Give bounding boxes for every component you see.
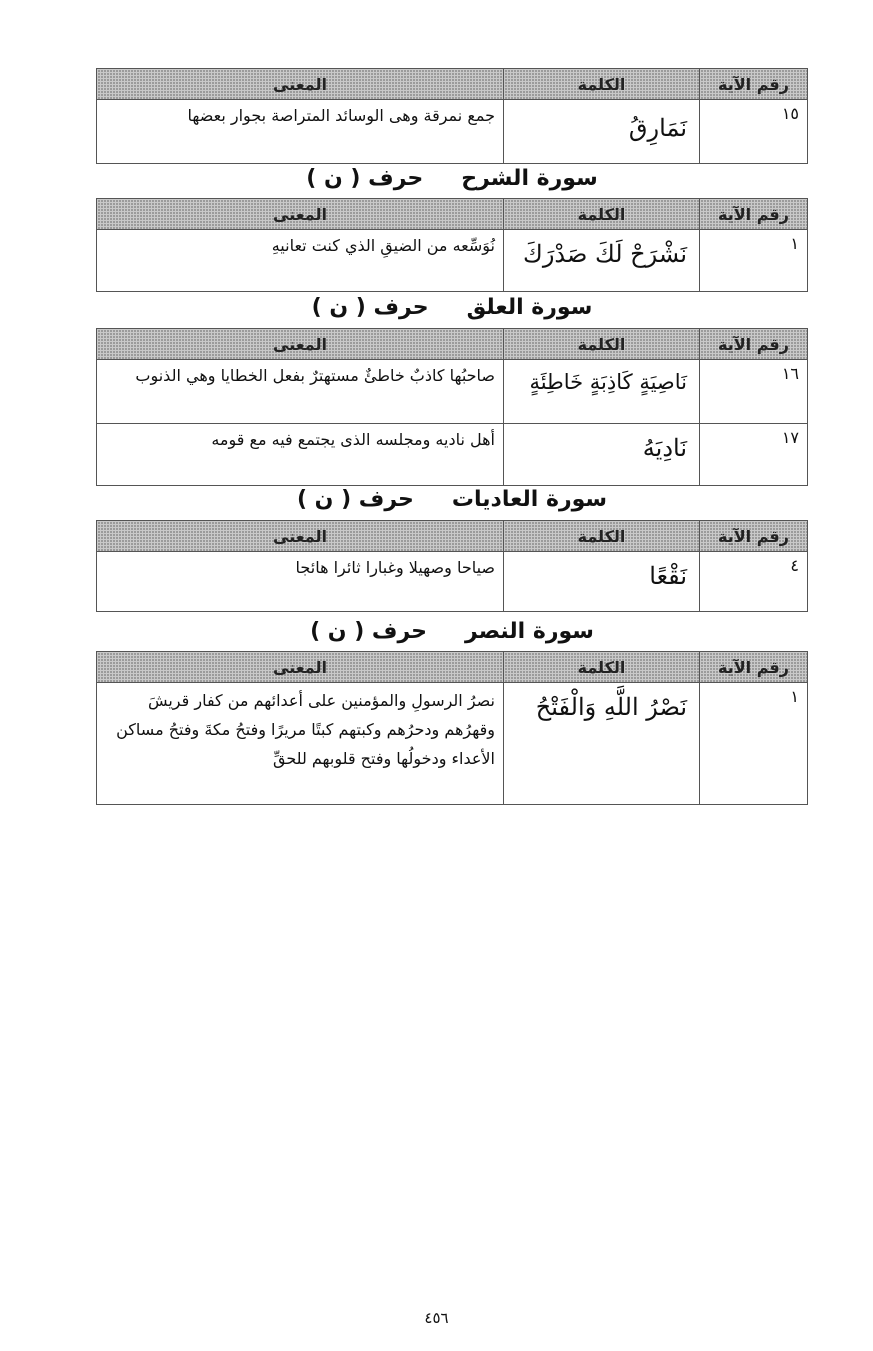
header-ayah: رقم الآية xyxy=(700,329,808,360)
table-block-continuation xyxy=(96,68,808,164)
word-meaning: صاحبُها كاذبٌ خاطئٌ مستهترٌ بفعل الخطايا وهي الذنوب xyxy=(97,360,504,424)
harf-label: حرف ( ن ) xyxy=(306,166,424,191)
surah-heading xyxy=(96,164,808,194)
table-row xyxy=(97,424,808,486)
table-row xyxy=(97,230,808,292)
header-ayah: رقم الآية xyxy=(700,69,808,100)
header-word: الكلمة xyxy=(504,521,700,552)
ayah-number: ٤ xyxy=(700,552,808,612)
table-header-row xyxy=(97,521,808,552)
words-table xyxy=(96,198,808,292)
surah-heading xyxy=(96,617,808,647)
word-meaning: أهل ناديه ومجلسه الذى يجتمع فيه مع قومه xyxy=(97,424,504,486)
surah-name: سورة العاديات xyxy=(451,487,608,512)
table-header-row xyxy=(97,69,808,100)
word-meaning: جمع نمرقة وهى الوسائد المتراصة بجوار بعضها xyxy=(97,100,504,164)
table-row xyxy=(97,683,808,805)
table-block-alaq xyxy=(96,328,808,486)
table-block-nasr xyxy=(96,651,808,805)
header-word: الكلمة xyxy=(504,199,700,230)
header-meaning: المعنى xyxy=(97,329,504,360)
quran-word: نَاصِيَةٍ كَاذِبَةٍ خَاطِئَةٍ xyxy=(504,360,700,424)
surah-name: سورة الشرح xyxy=(461,166,598,191)
page-number: ٤٥٦ xyxy=(424,1309,449,1327)
ayah-number: ١ xyxy=(700,683,808,805)
header-ayah: رقم الآية xyxy=(700,521,808,552)
table-row xyxy=(97,360,808,424)
harf-label: حرف ( ن ) xyxy=(296,487,414,512)
ayah-number: ١٧ xyxy=(700,424,808,486)
header-meaning: المعنى xyxy=(97,69,504,100)
table-row xyxy=(97,552,808,612)
words-table xyxy=(96,328,808,486)
surah-heading xyxy=(96,485,808,515)
header-meaning: المعنى xyxy=(97,521,504,552)
table-block-adiyat xyxy=(96,520,808,612)
table-header-row xyxy=(97,199,808,230)
header-meaning: المعنى xyxy=(97,652,504,683)
table-row xyxy=(97,100,808,164)
header-ayah: رقم الآية xyxy=(700,199,808,230)
words-table xyxy=(96,520,808,612)
header-ayah: رقم الآية xyxy=(700,652,808,683)
header-word: الكلمة xyxy=(504,69,700,100)
quran-word: نَادِيَهُ xyxy=(504,424,700,486)
header-meaning: المعنى xyxy=(97,199,504,230)
quran-word: نَشْرَحْ لَكَ صَدْرَكَ xyxy=(504,230,700,292)
ayah-number: ١٥ xyxy=(700,100,808,164)
words-table xyxy=(96,68,808,164)
table-block-sharh xyxy=(96,198,808,292)
header-word: الكلمة xyxy=(504,652,700,683)
word-meaning: صياحا وصهيلا وغبارا ثائرا هائجا xyxy=(97,552,504,612)
ayah-number: ١٦ xyxy=(700,360,808,424)
header-word: الكلمة xyxy=(504,329,700,360)
word-meaning: نُوَسِّعه من الضيقِ الذي كنت تعانيهِ xyxy=(97,230,504,292)
quran-word: نَقْعًا xyxy=(504,552,700,612)
table-header-row xyxy=(97,329,808,360)
word-meaning: نصرُ الرسولِ والمؤمنين على أعدائهم من كفار قريشَ وقهرُهم ودحرُهم وكبتهم كبتًا مريرًا وفتحُ مكةَ وفتحُ مساكن الأعداء ودخولُها وفتح قلوبهم للحقِّ xyxy=(97,683,504,805)
quran-word: نَمَارِقُ xyxy=(504,100,700,164)
harf-label: حرف ( ن ) xyxy=(311,295,429,320)
table-header-row xyxy=(97,652,808,683)
surah-name: سورة العلق xyxy=(466,295,593,320)
surah-name: سورة النصر xyxy=(465,619,594,644)
words-table xyxy=(96,651,808,805)
harf-label: حرف ( ن ) xyxy=(310,619,428,644)
quran-word: نَصْرُ اللَّهِ وَالْفَتْحُ xyxy=(504,683,700,805)
surah-heading xyxy=(96,293,808,323)
ayah-number: ١ xyxy=(700,230,808,292)
